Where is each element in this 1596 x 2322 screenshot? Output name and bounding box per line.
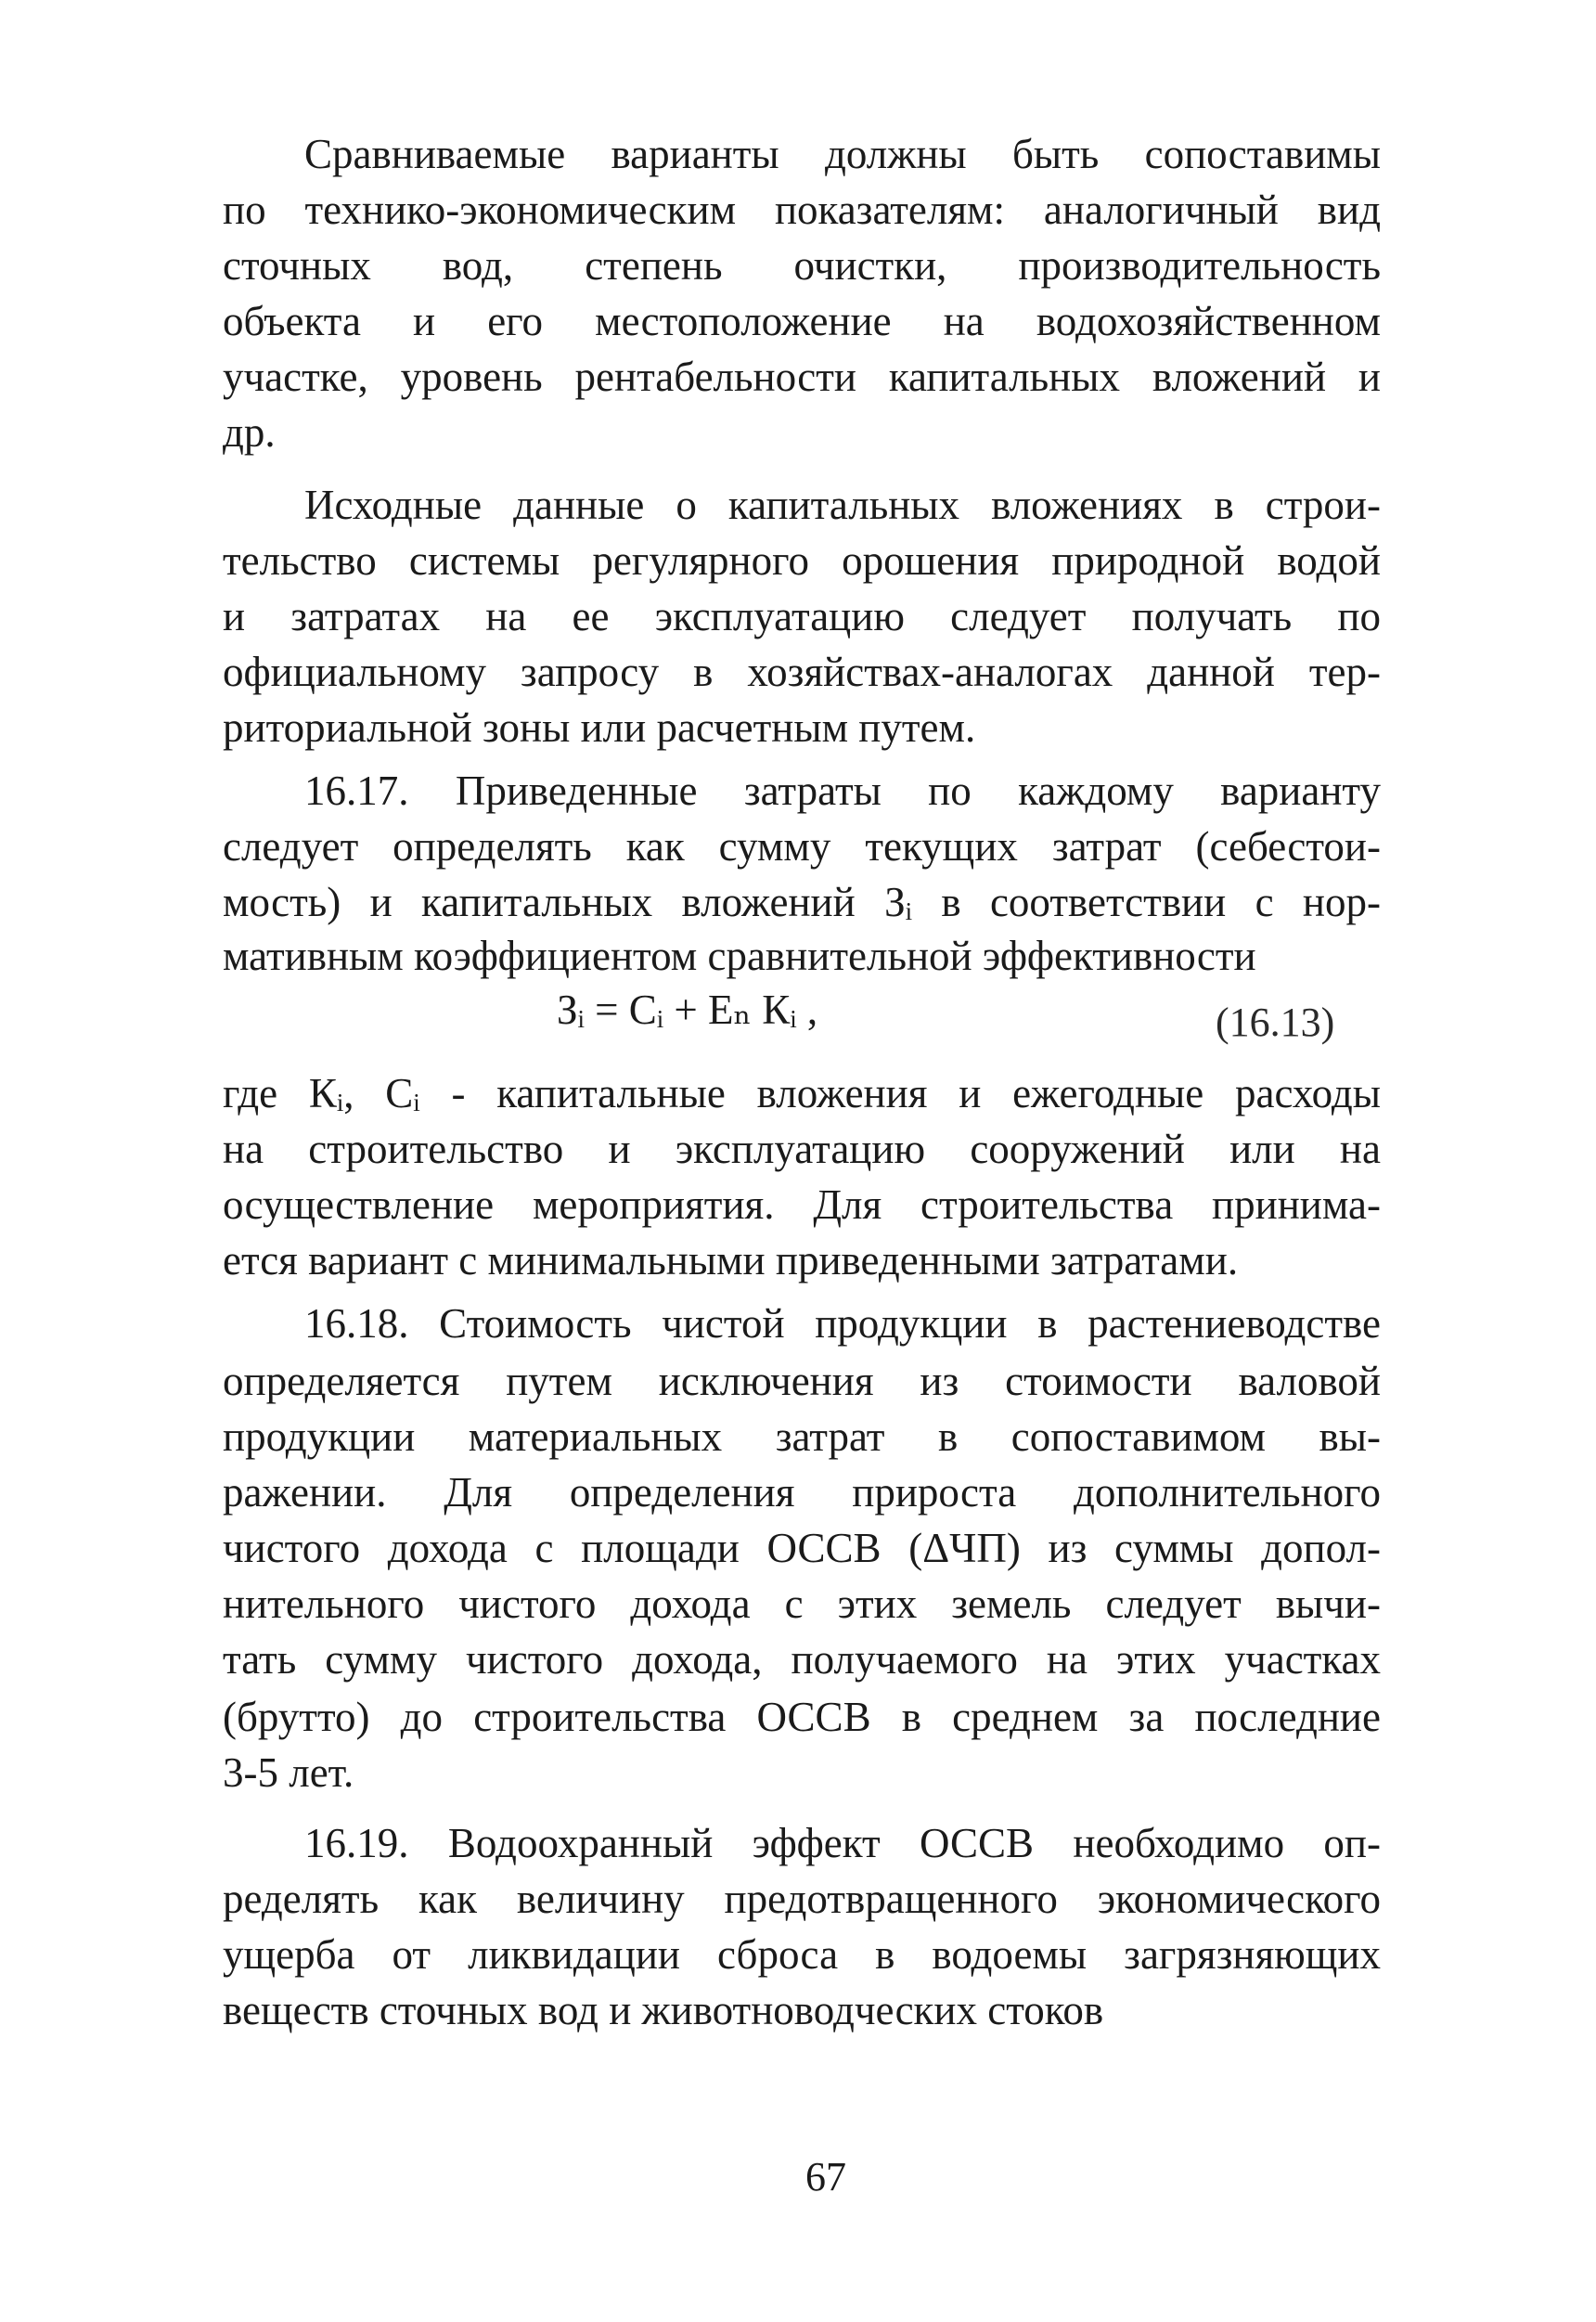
paragraph-5-line-1: 16.18. Стоимость чистой продукции в растениеводстве xyxy=(304,1300,1381,1347)
formula-16-13: Зᵢ = Сᵢ + Еₙ Кᵢ , xyxy=(557,987,818,1033)
paragraph-6-line-1: 16.19. Водоохранный эффект ОССВ необходимо оп- xyxy=(304,1820,1381,1866)
paragraph-5-line-3: продукции материальных затрат в сопоставимом вы- xyxy=(223,1413,1381,1460)
paragraph-6-line-4: веществ сточных вод и животноводческих стоков xyxy=(223,1987,1104,2033)
paragraph-3-line-1: 16.17. Приведенные затраты по каждому варианту xyxy=(304,768,1381,814)
paragraph-3-line-3: мость) и капитальных вложений Зᵢ в соответствии с нор- xyxy=(223,879,1381,925)
paragraph-1-line-1: Сравниваемые варианты должны быть сопоставимы xyxy=(304,131,1381,177)
formula-number: (16.13) xyxy=(1216,1000,1335,1045)
paragraph-4-line-3: осуществление мероприятия. Для строительства принима- xyxy=(223,1181,1381,1228)
paragraph-5-line-9: 3-5 лет. xyxy=(223,1749,354,1796)
page-number: 67 xyxy=(805,2154,846,2199)
paragraph-5-line-6: нительного чистого дохода с этих земель следует вычи- xyxy=(223,1580,1381,1627)
paragraph-2-line-1: Исходные данные о капитальных вложениях в строи- xyxy=(304,482,1381,528)
paragraph-3-line-4: мативным коэффициентом сравнительной эффективности xyxy=(223,933,1256,979)
paragraph-1-line-5: участке, уровень рентабельности капитальных вложений и xyxy=(223,354,1381,400)
paragraph-4-line-2: на строительство и эксплуатацию сооружений или на xyxy=(223,1126,1381,1172)
paragraph-1-line-3: сточных вод, степень очистки, производительность xyxy=(223,242,1381,289)
paragraph-5-line-8: (брутто) до строительства ОССВ в среднем за последние xyxy=(223,1694,1381,1740)
paragraph-6-line-2: ределять как величину предотвращенного экономического xyxy=(223,1876,1381,1922)
paragraph-1-line-6: др. xyxy=(223,409,276,456)
paragraph-5-line-2: определяется путем исключения из стоимости валовой xyxy=(223,1358,1381,1404)
paragraph-2-line-4: официальному запросу в хозяйствах-аналогах данной тер- xyxy=(223,649,1381,695)
paragraph-1-line-4: объекта и его местоположение на водохозяйственном xyxy=(223,298,1381,344)
paragraph-4-line-1: где Кᵢ, Сᵢ - капитальные вложения и ежегодные расходы xyxy=(223,1070,1381,1116)
paragraph-2-line-3: и затратах на ее эксплуатацию следует получать по xyxy=(223,593,1381,639)
paragraph-3-line-2: следует определять как сумму текущих затрат (себестои- xyxy=(223,823,1381,870)
paragraph-5-line-7: тать сумму чистого дохода, получаемого на этих участках xyxy=(223,1636,1381,1683)
paragraph-5-line-5: чистого дохода с площади ОССВ (ΔЧП) из суммы допол- xyxy=(223,1525,1381,1571)
paragraph-2-line-2: тельство системы регулярного орошения природной водой xyxy=(223,537,1381,584)
paragraph-4-line-4: ется вариант с минимальными приведенными затратами. xyxy=(223,1237,1239,1284)
paragraph-1-line-2: по технико-экономическим показателям: аналогичный вид xyxy=(223,187,1381,233)
paragraph-2-line-5: риториальной зоны или расчетным путем. xyxy=(223,704,976,751)
paragraph-5-line-4: ражении. Для определения прироста дополнительного xyxy=(223,1469,1381,1516)
paragraph-6-line-3: ущерба от ликвидации сброса в водоемы загрязняющих xyxy=(223,1931,1381,1978)
